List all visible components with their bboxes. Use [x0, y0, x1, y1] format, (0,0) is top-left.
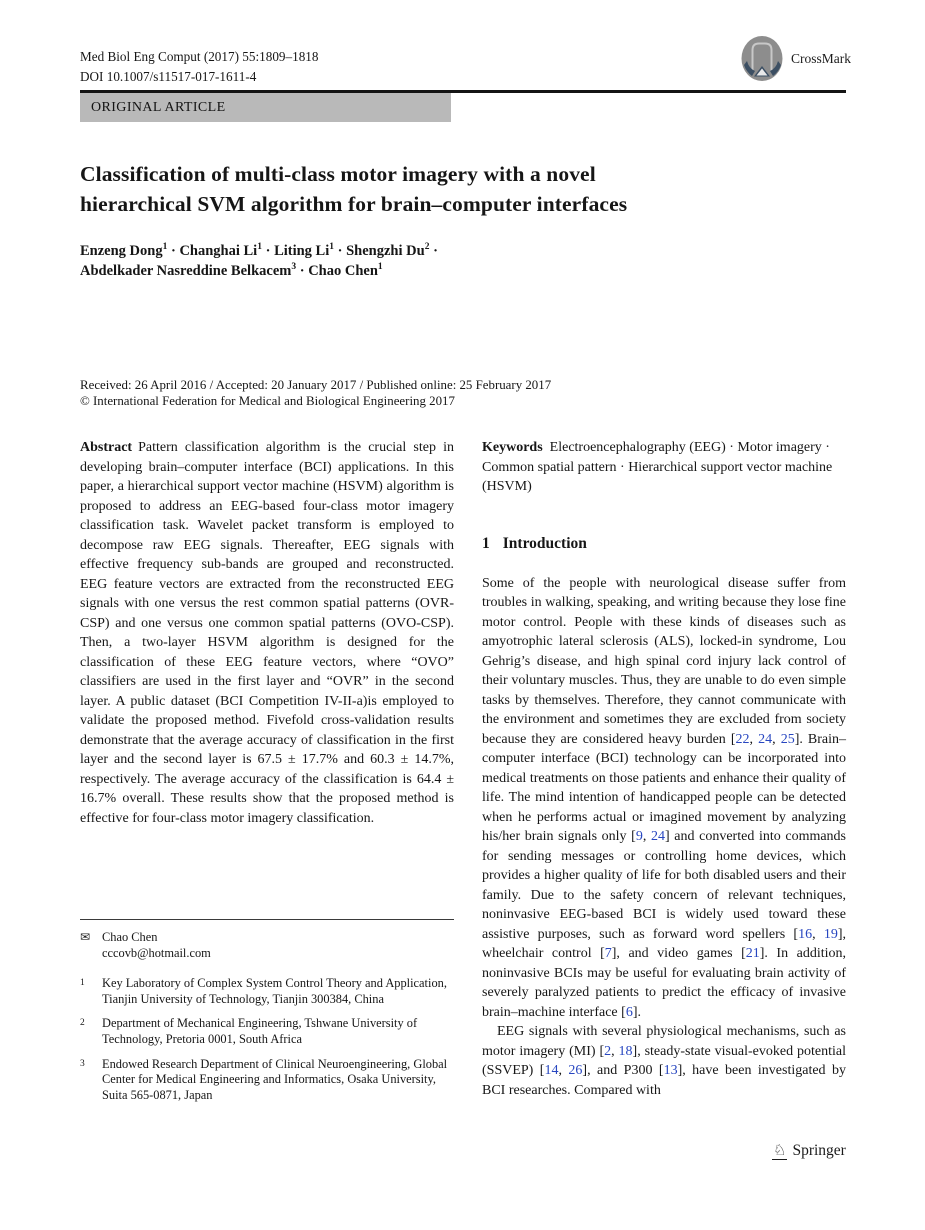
- author-separator: ·: [334, 243, 347, 259]
- text-run: ,: [772, 731, 781, 747]
- corresponding-author-name: Chao Chen: [102, 930, 158, 944]
- author-line: [80, 242, 438, 262]
- footnote-block: [80, 919, 454, 1112]
- crossmark-badge[interactable]: [740, 35, 851, 82]
- intro-paragraph-1: [482, 574, 846, 1023]
- author-separator: ·: [429, 243, 438, 259]
- section-heading-introduction: [482, 535, 846, 553]
- text-run: ] and converted into commands for sending messages or controlling home devices, which provides a higher quality of life for both disabled users and their family. Due to the safety concern of relevant techniques, noninvasive EEG-based BCI is widely used toward these assistive purposes, such as forward word spellers [: [482, 829, 847, 942]
- author-name: Abdelkader Nasreddine Belkacem: [80, 262, 292, 279]
- keywords-text: Electroencephalography (EEG) · Motor imagery · Common spatial pattern · Hierarchical support vector machine (HSVM): [482, 440, 833, 494]
- citation-ref[interactable]: 13: [663, 1063, 678, 1078]
- text-run: ], steady-state visual-evoked potential (SSVEP) [: [482, 1043, 846, 1078]
- author-line: [80, 262, 438, 282]
- article-type-label: ORIGINAL ARTICLE: [91, 99, 226, 115]
- title-line: Classification of multi-class motor imagery with a novel: [80, 162, 596, 186]
- citation-ref[interactable]: 24: [758, 731, 773, 747]
- author-separator: ·: [296, 262, 309, 279]
- correspondence: [80, 930, 454, 961]
- citation-ref[interactable]: 22: [735, 731, 750, 747]
- keywords: [482, 438, 846, 497]
- author-affiliation-ref: 1: [162, 242, 168, 253]
- affiliation-text: Endowed Research Department of Clinical Neuroengineering, Global Center for Medical Engineering and Informatics, Osaka University, Suita 565-0871, Japan: [102, 1056, 448, 1102]
- abstract-text: Pattern classification algorithm is the crucial step in developing brain–computer interface (BCI) applications. In this paper, a hierarchical support vector machine (HSVM) algorithm is proposed to address an EEG-based four-class motor imagery classification task. Wavelet packet transform is employed to decompose raw EEG signals. Thereafter, EEG signals with effective frequency sub-bands are grouped and reconstructed. EEG feature vectors are extracted from the reconstructed EEG signals with one versus the rest common spatial patterns (OVR-CSP) and one versus one common spatial patterns (OVO-CSP). Then, a two-layer HSVM algorithm is designed for the classification of these EEG feature vectors, where “OVO” classifiers are used in the first layer and “OVR” in the second layer. A public dataset (BCI Competition IV-II-a)is employed to validate the proposed method. Fivefold cross-validation results demonstrate that the average accuracy of classification in the first layer and the second layer is 67.5 ± 17.7% and 60.3 ± 14.7%, respectively. The average accuracy of the classification is 64.4 ± 16.7% overall. These results show that the proposed method is effective for four-class motor imagery classification.: [80, 440, 454, 826]
- affiliation-item: [80, 1057, 454, 1104]
- history-line: Received: 26 April 2016 / Accepted: 20 January 2017 / Published online: 25 February 2017: [80, 378, 552, 392]
- author-affiliation-ref: 1: [329, 242, 335, 253]
- citation-ref[interactable]: 7: [604, 946, 612, 961]
- springer-knight-icon: ♘: [773, 1140, 787, 1159]
- section-number: 1: [482, 534, 490, 552]
- author-name: Enzeng Dong: [80, 243, 163, 259]
- author-name: Chao Chen: [308, 262, 378, 279]
- author-separator: ·: [261, 243, 275, 259]
- email-link[interactable]: cccovb@hotmail.com: [102, 945, 211, 960]
- abstract: [80, 438, 454, 828]
- doi: DOI 10.1007/s11517-017-1611-4: [80, 68, 257, 84]
- citation-ref[interactable]: 9: [635, 829, 643, 844]
- crossmark-icon: [740, 35, 785, 82]
- text-run: EEG signals with several physiological mechanisms, such as motor imagery (MI) [: [482, 1024, 846, 1059]
- text-run: Some of the people with neurological disease suffer from troubles in walking, speaking, and writing because they lose fine motor control. People with these kinds of diseases such as amyotrophic lateral sclerosis (ALS), locked-in syndrome, Lou Gehrig’s disease, and high spinal cord injury lack control of their voluntary muscles. Thus, they are unable to do even simple tasks by themselves. Therefore, they cannot communicate with the environment and sometimes they are excluded from society because they are considered heavy burden [: [482, 575, 846, 747]
- citation-ref[interactable]: 2: [604, 1043, 612, 1059]
- keywords-label: Keywords: [482, 440, 543, 455]
- citation-ref[interactable]: 21: [745, 946, 760, 961]
- affiliation-text: Department of Mechanical Engineering, Tshwane University of Technology, Pretoria 0001, South Africa: [102, 1016, 418, 1046]
- footnote-rule: [80, 919, 454, 920]
- abstract-label: Abstract: [80, 440, 133, 455]
- citation-ref[interactable]: 25: [780, 731, 795, 747]
- author-name: Changhai Li: [179, 243, 258, 259]
- article-type-banner: [80, 93, 451, 122]
- author-affiliation-ref: 1: [377, 261, 383, 272]
- citation-ref[interactable]: 6: [625, 1004, 633, 1020]
- text-run: ], wheelchair control [: [482, 926, 846, 961]
- envelope-icon: ✉: [80, 930, 91, 944]
- affiliation-text: Key Laboratory of Complex System Control Theory and Application, Tianjin University of Technology, Tianjin 300384, China: [102, 976, 447, 1006]
- citation-ref[interactable]: 19: [823, 926, 838, 942]
- intro-paragraph-2: [482, 1022, 846, 1100]
- text-run: ]. Brain–computer interface (BCI) technology can be incorporated into medical treatments on those patients and enhance their quality of life. The mind intention of handicapped people can be detected when he performs actual or imagined movement by analyzing his/her brain signals only [: [482, 731, 847, 844]
- citation-ref[interactable]: 16: [798, 926, 813, 942]
- text-run: ].: [632, 1004, 641, 1020]
- article-title: [80, 160, 627, 219]
- author-separator: ·: [167, 243, 180, 259]
- text-run: ,: [642, 829, 651, 844]
- citation-ref[interactable]: 26: [568, 1063, 583, 1078]
- text-run: ,: [558, 1063, 569, 1078]
- citation-ref[interactable]: 14: [544, 1063, 559, 1078]
- crossmark-label: CrossMark: [791, 50, 851, 66]
- journal-header: [80, 47, 318, 86]
- affiliation-number: 2: [80, 1018, 85, 1029]
- text-run: ,: [812, 926, 824, 942]
- author-name: Shengzhi Du: [346, 243, 425, 259]
- citation-ref[interactable]: 18: [618, 1043, 633, 1059]
- text-run: ,: [749, 731, 759, 747]
- affiliation-item: [80, 976, 454, 1007]
- author-name: Liting Li: [274, 243, 330, 259]
- title-line: hierarchical SVM algorithm for brain–computer interfaces: [80, 191, 628, 216]
- author-list: [80, 242, 438, 281]
- text-run: ], and video games [: [611, 946, 746, 961]
- copyright-line: © International Federation for Medical and Biological Engineering 2017: [80, 394, 455, 408]
- right-column: [482, 438, 846, 1100]
- publication-dates: [80, 377, 551, 409]
- springer-wordmark: Springer: [792, 1142, 846, 1159]
- journal-citation: Med Biol Eng Comput (2017) 55:1809–1818: [80, 49, 319, 64]
- text-run: ], have been investigated by BCI researches. Compared with: [482, 1063, 846, 1098]
- text-run: ]. In addition, noninvasive BCIs may be useful for evaluating brain activity of severely paralyzed patients to predict the efficacy of invasive brain–machine interface [: [482, 946, 846, 1020]
- affiliation-item: [80, 1016, 454, 1047]
- text-run: ], and P300 [: [582, 1063, 664, 1078]
- section-title: Introduction: [502, 534, 587, 552]
- author-affiliation-ref: 3: [291, 261, 297, 272]
- affiliation-number: 3: [80, 1058, 85, 1069]
- text-run: ,: [611, 1043, 619, 1059]
- citation-ref[interactable]: 24: [650, 829, 665, 844]
- author-affiliation-ref: 2: [424, 242, 430, 253]
- springer-logo: [772, 1142, 846, 1160]
- affiliation-number: 1: [80, 978, 85, 989]
- left-column: [80, 438, 454, 828]
- author-affiliation-ref: 1: [257, 242, 262, 253]
